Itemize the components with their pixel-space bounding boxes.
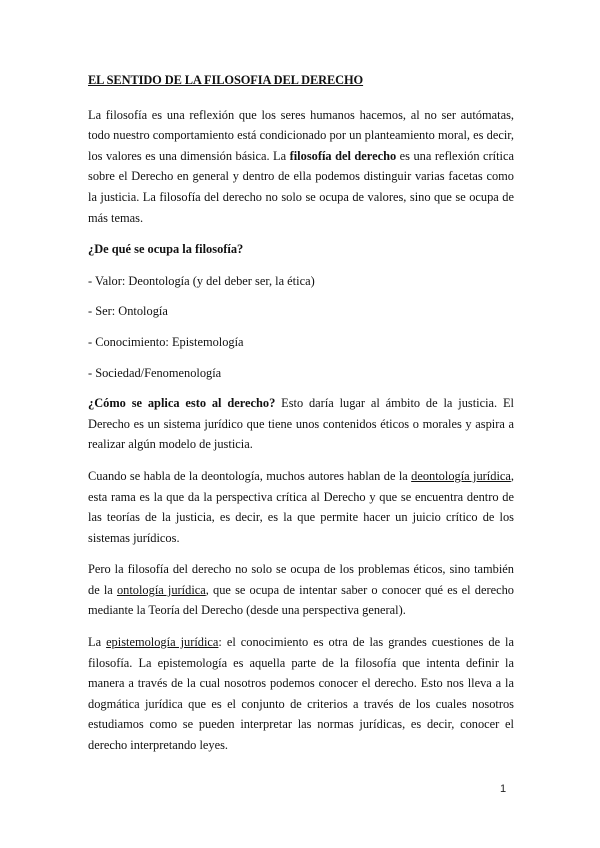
paragraph-ontologia bbox=[88, 559, 514, 621]
paragraph-intro-text-a: La filosofía es una reflexión que los seres humanos hacemos, al no ser autómatas, todo nuestro comportamiento está condicionado por un planteamiento moral, es decir, los valores es una dimensión básica. La bbox=[88, 107, 514, 163]
paragraph-aplicacion bbox=[88, 393, 514, 455]
document-title: EL SENTIDO DE LA FILOSOFIA DEL DERECHO bbox=[88, 73, 364, 87]
underlined-term-ontologia-juridica: ontología jurídica bbox=[116, 582, 206, 597]
paragraph-intro bbox=[88, 105, 514, 229]
underlined-term-epistemologia-juridica: epistemología jurídica bbox=[106, 635, 219, 650]
list-item-ser: - Ser: Ontología bbox=[88, 304, 168, 319]
paragraph-aplicacion-text: Esto daría lugar al ámbito de la justicia. El Derecho es un sistema jurídico que tiene unos contenidos éticos o morales y aspira a realizar algún modelo de justicia. bbox=[88, 396, 514, 452]
list-item-valor: - Valor: Deontología (y del deber ser, la ética) bbox=[88, 273, 315, 288]
list-item-sociedad: - Sociedad/Fenomenología bbox=[88, 365, 222, 380]
paragraph-deontologia-text-b: , esta rama es la que da la perspectiva crítica al Derecho y que se encuentra dentro de las teorías de la justicia, es decir, es la que permite hacer un juicio crítico de los sistemas jurídicos. bbox=[88, 468, 514, 545]
paragraph-epistemologia bbox=[88, 632, 514, 756]
underlined-term-deontologia-juridica: deontología jurídica bbox=[411, 468, 511, 483]
bold-term-filosofia-del-derecho: filosofía del derecho bbox=[289, 148, 397, 163]
paragraph-epistemologia-text-a: La bbox=[88, 635, 107, 650]
paragraph-deontologia bbox=[88, 466, 514, 548]
list-item-conocimiento: - Conocimiento: Epistemología bbox=[88, 334, 244, 349]
document-page bbox=[88, 70, 514, 767]
paragraph-intro-text-b: es una reflexión crítica sobre el Derecho en general y dentro de ella podemos distinguir varias facetas como la justicia. La filosofía del derecho no solo se ocupa de valores, sino que se ocupa de más temas. bbox=[88, 148, 514, 225]
paragraph-deontologia-text-a: Cuando se habla de la deontología, muchos autores hablan de la bbox=[88, 468, 412, 483]
section-question-filosofia: ¿De qué se ocupa la filosofía? bbox=[88, 242, 244, 257]
bold-question-aplicacion: ¿Cómo se aplica esto al derecho? bbox=[88, 396, 276, 411]
page-number: 1 bbox=[500, 783, 507, 795]
paragraph-ontologia-text-a: Pero la filosofía del derecho no solo se ocupa de los problemas éticos, sino también de la bbox=[88, 562, 514, 597]
paragraph-epistemologia-text-b: : el conocimiento es otra de las grandes cuestiones de la filosofía. La epistemología es aquella parte de la filosofía que intenta definir la manera a través de la cual nosotros podemos conocer el derecho. Esto nos lleva a la dogmática jurídica que es el conjunto de criterios a través de los cuales nosotros estudiamos como se pueden interpretar las normas jurídicas, es decir, conocer el derecho interpretando leyes. bbox=[88, 635, 514, 753]
paragraph-ontologia-text-b: , que se ocupa de intentar saber o conocer qué es el derecho mediante la Teoría del Derecho (desde una perspectiva general). bbox=[88, 582, 514, 618]
